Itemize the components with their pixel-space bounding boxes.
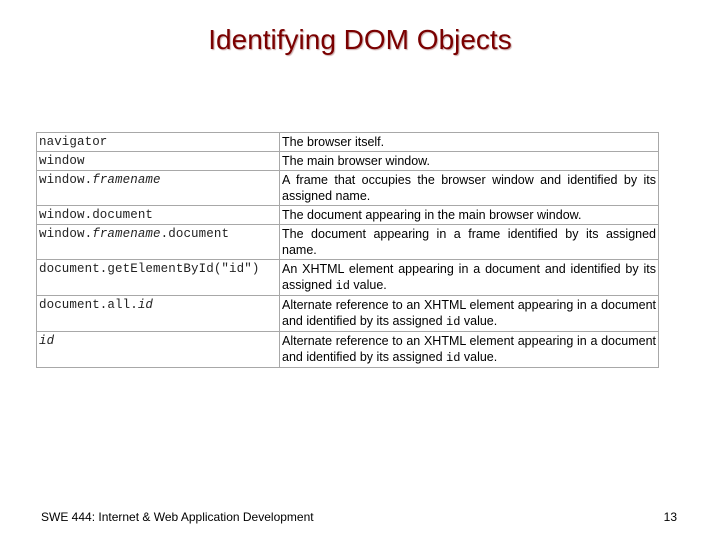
- object-reference-text: document.getElementById("id"): [39, 262, 260, 276]
- object-description-cell: [280, 225, 659, 260]
- table-row: [37, 296, 659, 332]
- object-reference-text: window.: [39, 227, 93, 241]
- object-reference-text: .document: [160, 227, 230, 241]
- description-text: The browser itself.: [282, 135, 385, 149]
- description-text: Alternate reference to an XHTML element appearing in a document and identified by its assigned: [282, 334, 656, 364]
- slide-title: Identifying DOM Objects: [208, 24, 512, 55]
- object-reference-text: navigator: [39, 135, 108, 149]
- description-text: The document appearing in a frame identified by its assigned name.: [282, 227, 656, 257]
- table-row: [37, 332, 659, 368]
- description-text: The main browser window.: [282, 154, 430, 168]
- table-row: [37, 133, 659, 152]
- table-row: [37, 152, 659, 171]
- object-description-cell: [280, 332, 659, 368]
- description-text: A frame that occupies the browser window and identified by its assigned name.: [282, 173, 656, 203]
- inline-code-text: id: [446, 315, 461, 329]
- table-row: [37, 260, 659, 296]
- object-reference-text: framename: [92, 227, 161, 241]
- object-reference-text: window: [39, 154, 85, 168]
- inline-code-text: id: [446, 351, 461, 365]
- object-reference-text: id: [39, 334, 55, 348]
- description-text: Alternate reference to an XHTML element appearing in a document and identified by its assigned: [282, 298, 656, 328]
- object-reference-text: framename: [92, 173, 161, 187]
- object-description-cell: [280, 133, 659, 152]
- object-reference-text: id: [137, 298, 154, 312]
- object-reference-cell: [37, 332, 280, 368]
- object-description-cell: [280, 296, 659, 332]
- object-reference-cell: [37, 260, 280, 296]
- description-text: value.: [349, 278, 387, 292]
- dom-objects-table: [36, 132, 659, 368]
- object-reference-cell: [37, 206, 280, 225]
- table-row: [37, 225, 659, 260]
- footer-page-number: 13: [663, 510, 677, 524]
- object-reference-cell: [37, 225, 280, 260]
- inline-code-text: id: [335, 279, 350, 293]
- table-row: [37, 206, 659, 225]
- object-reference-cell: [37, 133, 280, 152]
- object-description-cell: [280, 206, 659, 225]
- footer-course-label: SWE 444: Internet & Web Application Development: [41, 510, 314, 524]
- table-row: [37, 171, 659, 206]
- object-reference-text: window.document: [39, 208, 154, 222]
- object-reference-cell: [37, 171, 280, 206]
- object-description-cell: [280, 260, 659, 296]
- description-text: The document appearing in the main browser window.: [282, 208, 582, 222]
- description-text: value.: [460, 314, 498, 328]
- object-description-cell: [280, 171, 659, 206]
- object-description-cell: [280, 152, 659, 171]
- object-reference-text: window.: [39, 173, 93, 187]
- object-reference-cell: [37, 296, 280, 332]
- description-text: An XHTML element appearing in a document and identified by its assigned: [282, 262, 656, 292]
- object-reference-cell: [37, 152, 280, 171]
- object-reference-text: document.all.: [39, 298, 138, 312]
- table-body: [37, 133, 659, 368]
- description-text: value.: [460, 350, 498, 364]
